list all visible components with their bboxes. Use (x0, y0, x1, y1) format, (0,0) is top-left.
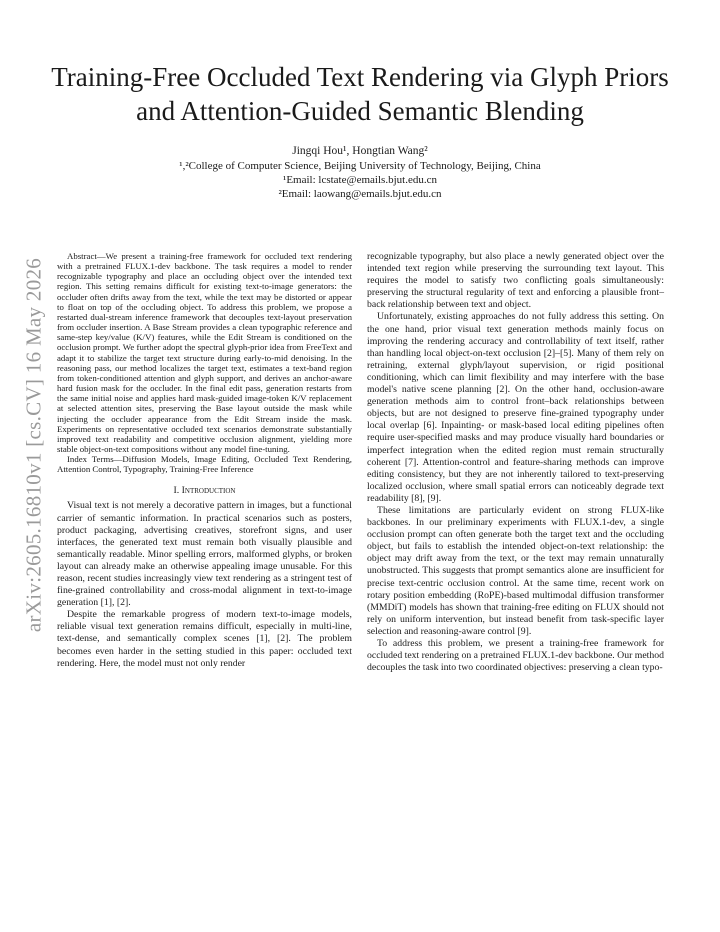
intro-paragraph-4: Unfortunately, existing approaches do not fully address this setting. On the one hand, prior visual text generation methods mainly focus on improving the rendering accuracy and controllability of text itself, rather than handling local object-on-text occlusion [2]–[5]. Many of them rely on retraining, external glyph/layout supervision, or rigid positional conditioning, which can limit flexibility and may interfere with the base model's native scene planning [2]. On the other hand, occlusion-aware generation methods aim to control front–back relationships between objects, but are not designed to preserve fine-grained typography under local overlap [6]. Inpainting- or mask-based local editing pipelines often require user-specified masks and may produce visually hard boundaries or imperfect integration when the edited region must remain structurally coherent [7]. Attention-control and feature-sharing methods can improve editing consistency, but they are not inherently tailored to text-preserving localized occlusion, where small spatial errors can noticeably degrade text readability [8], [9]. (367, 311, 664, 504)
intro-paragraph-2: Despite the remarkable progress of modern text-to-image models, reliable visual text generation remains difficult, especially in multi-line, text-dense, and semantically complex scenes [1], [2]. The problem becomes even harder in the setting studied in this paper: occluded text rendering. Here, the model must not only render (57, 609, 352, 669)
right-column (367, 251, 664, 674)
abstract: Abstract—We present a training-free framework for occluded text rendering with a pretrained FLUX.1-dev backbone. The task requires a model to render recognizable typography and place an occluding object over the intended text region. This setting remains difficult for existing text-to-image generators: the occluder often drifts away from the text, while the text may be distorted or appear to float on top of the occluding object. To address this problem, we propose a restarted dual-stream inference framework that decouples text-layout preservation from occluder insertion. A Base Stream provides a clean typographic reference and same-step key/value (K/V) features, while the Edit Stream is conditioned on the occlusion prompt. We further adopt the spectral glyph-prior idea from FreeText and adapt it to stabilize the target text structure during early-to-mid denoising. In the reasoning pass, our method localizes the target text, estimates a text-band region from token-conditioned attention and glyph support, and derives an anchor-aware hard fusion mask for the occluder. In the final edit pass, generation restarts from the same initial noise and applies hard mask-guided image-token K/V replacement at selected attention sites, preserving the Base layout outside the mask while injecting the occluder appearance from the Edit Stream inside the mask. Experiments on representative occluded text scenarios demonstrate substantially improved text readability and competitive occlusion alignment, yielding more stable object-on-text compositions without any model fine-tuning. (57, 251, 352, 454)
author-email-2: ²Email: laowang@emails.bjut.edu.cn (278, 188, 442, 200)
arxiv-identifier-text: arXiv:2605.16810v1 [cs.CV] 16 May 2026 (21, 257, 46, 633)
intro-paragraph-1: Visual text is not merely a decorative pattern in images, but a functional carrier of semantic information. In practical scenarios such as posters, product packaging, advertising creatives, storefront signs, and user interfaces, the generated text must remain both visually plausible and semantically readable. Minor spelling errors, malformed glyphs, or broken layout can already make an otherwise appealing image unusable. For this reason, recent studies increasingly view text rendering as a stringent test of fine-grained controllability and cross-modal alignment in text-to-image generation [1], [2]. (57, 500, 352, 609)
index-terms: Index Terms—Diffusion Models, Image Editing, Occluded Text Rendering, Attention Control, Typography, Training-Free Inference (57, 454, 352, 475)
arxiv-identifier (14, 250, 54, 640)
paper-title: Training-Free Occluded Text Rendering via Glyph Priors and Attention-Guided Semantic Blending (51, 62, 669, 126)
intro-paragraph-5: These limitations are particularly evident on strong FLUX-like backbones. In our preliminary experiments with FLUX.1-dev, a single occlusion prompt can often generate both the target text and the occluding object, but fails to establish the intended object-on-text relationship: the object may drift away from the text, or the text may remain unnaturally unobstructed. This suggests that prompt semantics alone are insufficient for precise text-centric occlusion control. At the same time, recent work on rotary position embedding (RoPE)-based multimodal diffusion transformer (MMDiT) models has shown that training-free editing on FLUX should not rely on uniform intervention, but instead benefit from task-specific layer selection and reasoning-aware control [9]. (367, 504, 664, 637)
author-email-1: ¹Email: lcstate@emails.bjut.edu.cn (283, 174, 437, 186)
author-affiliation: ¹,²College of Computer Science, Beijing University of Technology, Beijing, China (179, 160, 541, 172)
author-names: Jingqi Hou¹, Hongtian Wang² (292, 145, 428, 157)
section-heading-introduction: I. Introduction (173, 485, 236, 497)
intro-paragraph-3: recognizable typography, but also place a newly generated object over the intended text region while preserving the surrounding text layout. This requires the model to satisfy two conflicting goals simultaneously: preserving the structural regularity of text and enforcing a plausible front–back relationship between text and object. (367, 251, 664, 311)
author-block (60, 144, 660, 201)
left-column (57, 251, 352, 670)
intro-paragraph-6: To address this problem, we present a training-free framework for occluded text rendering on a pretrained FLUX.1-dev backbone. Our method decouples the task into two coordinated objectives: preserving a clean typo- (367, 638, 665, 674)
